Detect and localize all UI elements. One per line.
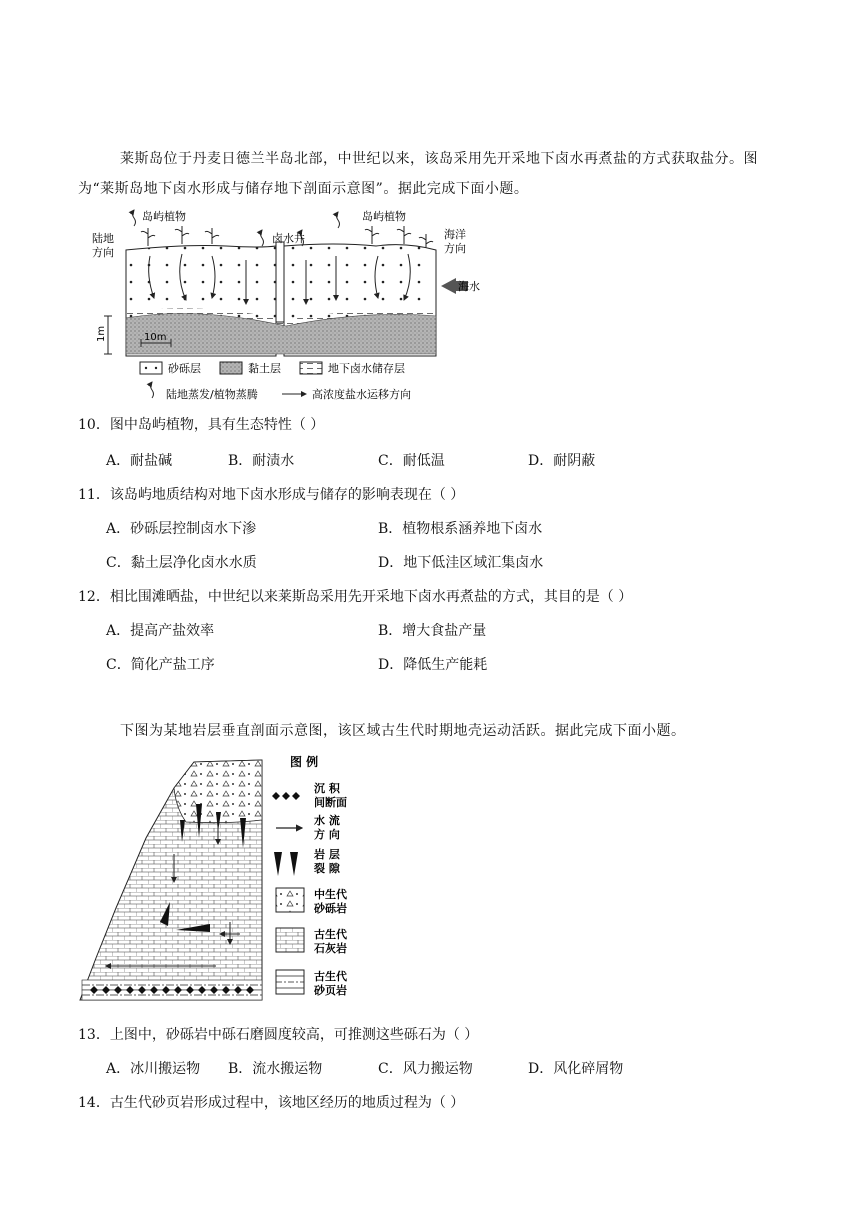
sea-direction-label-1: 海洋 (444, 228, 466, 241)
legend-title: 图 例 (290, 755, 319, 769)
q10-option-c[interactable]: C．耐低温 (378, 453, 445, 469)
passage-2: 下图为某地岩层垂直剖面示意图，该区域古生代时期地壳运动活跃。据此完成下面小题。 (120, 723, 686, 739)
q13-option-b[interactable]: B．流水搬运物 (228, 1061, 323, 1077)
legend-limestone-2: 石灰岩 (314, 942, 347, 955)
legend-limestone-1: 古生代 (314, 928, 347, 941)
seawater-label: 海水 (458, 280, 480, 293)
q12-option-a[interactable]: A．提高产盐效率 (106, 623, 215, 639)
legend-flow-1: 水 流 (314, 814, 340, 827)
q13-option-c[interactable]: C．风力搬运物 (378, 1061, 473, 1077)
q12-option-b[interactable]: B．增大食盐产量 (378, 623, 487, 639)
question-12-stem: 12．相比围滩晒盐，中世纪以来莱斯岛采用先开采地下卤水再煮盐的方式，其目的是（ ） (78, 589, 633, 605)
legend-gravel-rock-1: 中生代 (314, 888, 347, 901)
legend-unconformity-2: 间断面 (314, 796, 347, 809)
q11-option-b[interactable]: B．植物根系涵养地下卤水 (378, 521, 543, 537)
rock-strata-figure (76, 748, 376, 1008)
legend-flow-2: 方 向 (314, 828, 340, 841)
legend-sandshale-1: 古生代 (314, 970, 347, 983)
sea-direction-label-2: 方向 (444, 242, 466, 255)
q10-option-b[interactable]: B．耐渍水 (228, 453, 295, 469)
legend-clay: 黏土层 (248, 362, 281, 375)
brine-cross-section-figure (86, 206, 496, 406)
q12-option-d[interactable]: D．降低生产能耗 (378, 657, 488, 673)
q11-option-c[interactable]: C．黏土层净化卤水水质 (106, 555, 257, 571)
question-10-stem: 10．图中岛屿植物，具有生态特性（ ） (78, 417, 325, 433)
q12-option-c[interactable]: C．简化产盐工序 (106, 657, 215, 673)
legend-sandshale-2: 砂页岩 (314, 984, 347, 997)
brine-well-label: 卤水井 (272, 232, 305, 245)
passage-1 (78, 144, 790, 204)
legend-crack-1: 岩 层 (314, 848, 340, 861)
land-direction-label-2: 方向 (92, 246, 114, 259)
scale-label: 10m (144, 332, 167, 343)
question-11-stem: 11．该岛屿地质结构对地下卤水形成与储存的影响表现在（ ） (78, 487, 465, 503)
q10-option-a[interactable]: A．耐盐碱 (106, 453, 173, 469)
question-14-stem: 14．古生代砂页岩形成过程中，该地区经历的地质过程为（ ） (78, 1095, 465, 1111)
q11-option-d[interactable]: D．地下低洼区域汇集卤水 (378, 555, 544, 571)
passage-1-line-1: 莱斯岛位于丹麦日德兰半岛北部，中世纪以来，该岛采用先开采地下卤水再煮盐的方式获取盐分。图 (120, 151, 758, 167)
island-plants-label-left: 岛屿植物 (142, 210, 186, 223)
legend-gravel: 砂砾层 (168, 362, 201, 375)
legend-unconformity-1: 沉 积 (314, 782, 340, 795)
q11-option-a[interactable]: A．砂砾层控制卤水下渗 (106, 521, 257, 537)
legend-flow: 高浓度盐水运移方向 (312, 388, 411, 401)
depth-label: 1m (96, 325, 107, 342)
island-plants-label-right: 岛屿植物 (362, 210, 406, 223)
q13-option-a[interactable]: A．冰川搬运物 (106, 1061, 201, 1077)
passage-1-line-2: 为“莱斯岛地下卤水形成与储存地下剖面示意图”。据此完成下面小题。 (78, 181, 529, 197)
q13-option-d[interactable]: D．风化碎屑物 (528, 1061, 624, 1077)
question-13-stem: 13．上图中，砂砾岩中砾石磨圆度较高，可推测这些砾石为（ ） (78, 1027, 479, 1043)
legend-crack-2: 裂 隙 (314, 862, 340, 875)
legend-gravel-rock-2: 砂砾岩 (314, 902, 347, 915)
legend-brine: 地下卤水储存层 (328, 362, 405, 375)
land-direction-label-1: 陆地 (92, 232, 114, 245)
q10-option-d[interactable]: D．耐阴蔽 (528, 453, 596, 469)
legend-evap: 陆地蒸发/植物蒸腾 (166, 388, 258, 401)
